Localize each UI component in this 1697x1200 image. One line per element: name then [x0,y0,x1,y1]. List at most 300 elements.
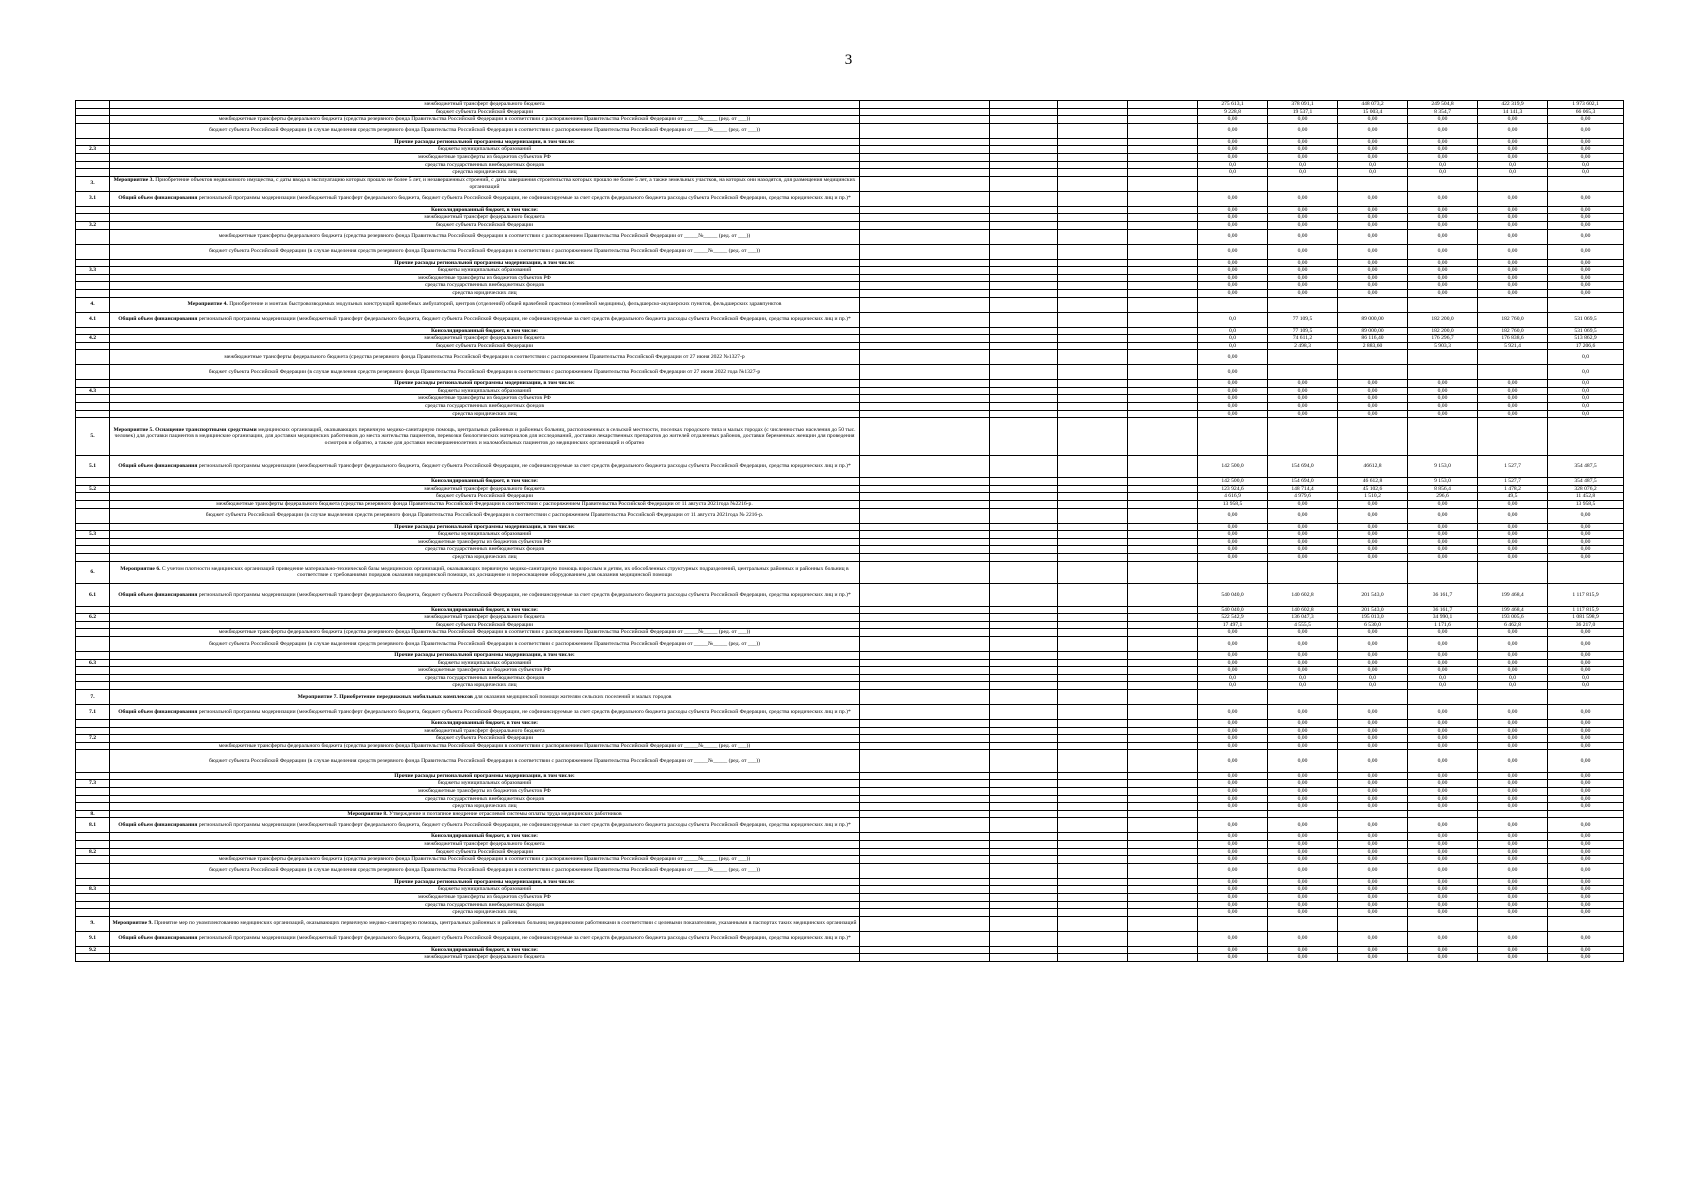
value-cell: 45 102,6 [1338,485,1408,493]
empty-cell [990,153,1058,161]
empty-cell [1058,508,1128,523]
value-cell: 0,00 [1408,803,1478,811]
row-number [76,554,110,562]
empty-cell [1128,206,1198,214]
empty-cell [1128,795,1198,803]
value-cell: 0,00 [1478,410,1548,418]
value-cell: 199 468,4 [1478,606,1548,614]
empty-cell [1058,886,1128,894]
empty-cell [990,501,1058,509]
empty-cell [1058,289,1128,297]
empty-cell [860,772,990,780]
empty-cell [990,365,1058,380]
table-row [76,614,1624,622]
value-cell: 0,00 [1198,886,1268,894]
empty-cell [1058,116,1128,124]
row-description [110,584,860,607]
empty-cell [990,101,1058,109]
value-cell [1198,689,1268,704]
row-description-text: межбюджетные трансферты из бюджетов субъектов РФ [418,538,551,545]
table-row [76,727,1624,735]
empty-cell [1058,455,1128,478]
value-cell [1548,561,1624,584]
value-cell: 1 171,6 [1408,621,1478,629]
value-cell: 1 527,7 [1478,478,1548,486]
value-cell: 182 200,0 [1408,312,1478,327]
empty-cell [1128,833,1198,841]
value-cell: 0,00 [1478,909,1548,917]
value-cell: 0,0 [1548,161,1624,169]
row-description-text: бюджеты муниципальных образований [437,267,532,274]
empty-cell [1058,335,1128,343]
value-cell: 0,00 [1408,191,1478,206]
value-cell: 0,00 [1338,214,1408,222]
table-row [76,523,1624,531]
empty-cell [1128,735,1198,743]
value-cell: 0,00 [1338,946,1408,954]
value-cell: 0,0 [1338,161,1408,169]
empty-cell [1058,719,1128,727]
value-cell [1408,365,1478,380]
table-row [76,916,1624,931]
empty-cell [1128,508,1198,523]
value-cell: 0,00 [1548,954,1624,962]
row-description [110,523,860,531]
value-cell: 0,00 [1408,818,1478,833]
value-cell: 531 069,5 [1548,312,1624,327]
table-row [76,501,1624,509]
value-cell: 0,00 [1268,893,1338,901]
empty-cell [990,931,1058,946]
row-description-text: средства государственных внебюджетных фондов [424,795,544,802]
row-description-text: бюджеты муниципальных образований [437,387,532,394]
row-description-text: межбюджетный трансферт федерального бюджета [424,485,545,492]
value-cell: 0,00 [1548,667,1624,675]
value-cell [1478,350,1548,365]
value-cell: 0,00 [1408,138,1478,146]
value-cell: 0,00 [1478,554,1548,562]
empty-cell [990,795,1058,803]
value-cell: 0,0 [1548,410,1624,418]
row-number: 7.2 [76,735,110,743]
value-cell: 0,00 [1408,387,1478,395]
empty-cell [990,169,1058,177]
row-description-text: межбюджетные трансферты из бюджетов субъектов РФ [418,788,551,794]
value-cell: 0,00 [1198,651,1268,659]
value-cell: 0,00 [1478,244,1548,259]
value-cell: 0,00 [1548,901,1624,909]
value-cell: 0,00 [1548,659,1624,667]
value-cell: 0,0 [1548,380,1624,388]
value-cell: 0,00 [1548,909,1624,917]
value-cell: 148 714,4 [1268,485,1338,493]
empty-cell [1128,350,1198,365]
empty-cell [860,138,990,146]
table-row [76,342,1624,350]
value-cell: 17 497,1 [1198,621,1268,629]
row-description-text: средства государственных внебюджетных фондов [424,161,544,168]
value-cell: 0,00 [1408,395,1478,403]
value-cell [1268,810,1338,818]
value-cell: 77 109,5 [1268,327,1338,335]
value-cell: 0,00 [1198,893,1268,901]
table-row [76,803,1624,811]
table-row [76,395,1624,403]
value-cell: 0,00 [1198,523,1268,531]
empty-cell [860,704,990,719]
table-row [76,886,1624,894]
row-description [110,531,860,539]
value-cell: 0,00 [1408,719,1478,727]
value-cell: 0,00 [1198,931,1268,946]
empty-cell [1128,335,1198,343]
value-cell: 0,0 [1268,682,1338,690]
empty-cell [1058,138,1128,146]
empty-cell [990,916,1058,931]
row-number: 8.1 [76,818,110,833]
empty-cell [1128,674,1198,682]
table-row [76,123,1624,138]
table-row [76,116,1624,124]
table-row [76,221,1624,229]
empty-cell [990,508,1058,523]
empty-cell [1128,931,1198,946]
value-cell: 136 047,3 [1268,614,1338,622]
empty-cell [1128,485,1198,493]
value-cell: 5 921,4 [1478,342,1548,350]
row-description [110,146,860,154]
table-row [76,259,1624,267]
row-description [110,667,860,675]
empty-cell [990,297,1058,312]
value-cell: 0,00 [1408,153,1478,161]
value-cell: 0,00 [1198,554,1268,562]
value-cell [1198,561,1268,584]
empty-cell [1128,629,1198,637]
row-number: 8. [76,810,110,818]
table-row [76,403,1624,411]
row-number: 7.1 [76,704,110,719]
table-row [76,546,1624,554]
empty-cell [1058,538,1128,546]
value-cell: 0,00 [1268,946,1338,954]
empty-cell [1128,191,1198,206]
row-description [110,856,860,864]
value-cell: 0,00 [1268,523,1338,531]
row-number [76,878,110,886]
value-cell: 0,00 [1338,508,1408,523]
value-cell: 0,00 [1338,123,1408,138]
row-description-bold: Прочие расходы региональной программы модернизации, в том числе: [394,138,575,145]
empty-cell [990,704,1058,719]
value-cell: 0,00 [1408,259,1478,267]
table-row [76,267,1624,275]
value-cell: 0,00 [1478,153,1548,161]
value-cell [1268,365,1338,380]
row-description [110,455,860,478]
table-row [76,244,1624,259]
value-cell: 0,00 [1268,931,1338,946]
value-cell: 0,00 [1198,365,1268,380]
empty-cell [860,803,990,811]
value-cell: 0,00 [1478,508,1548,523]
value-cell: 142 500,0 [1198,478,1268,486]
empty-cell [990,546,1058,554]
row-number [76,629,110,637]
value-cell: 0,00 [1548,795,1624,803]
row-description [110,335,860,343]
row-description [110,674,860,682]
value-cell: 0,00 [1268,259,1338,267]
value-cell: 0,00 [1548,538,1624,546]
empty-cell [1058,327,1128,335]
value-cell: 0,00 [1198,629,1268,637]
empty-cell [860,810,990,818]
financing-table [75,100,1624,962]
empty-cell [860,719,990,727]
value-cell: 0,00 [1548,848,1624,856]
row-number [76,840,110,848]
value-cell: 0,00 [1268,818,1338,833]
value-cell [1478,365,1548,380]
value-cell: 0,0 [1548,674,1624,682]
row-description-text: региональной программы модернизации (межбюджетный трансферт федерального бюджета, бюджет субъекта Российской Федерации, не софинансируемые за счет средств федерального бюджета расходы субъекта Российской Федерации, средства юридических лиц и пр.)* [198,195,851,202]
empty-cell [1128,621,1198,629]
value-cell: 46 612,8 [1338,478,1408,486]
empty-cell [1058,735,1128,743]
value-cell: 0,00 [1268,123,1338,138]
row-description-text: бюджеты муниципальных образований [437,886,532,893]
value-cell: 9 228,8 [1198,108,1268,116]
row-description [110,101,860,109]
row-number: 3.3 [76,267,110,275]
value-cell: 1 117 815,9 [1548,606,1624,614]
row-number: 5.3 [76,531,110,539]
value-cell: 0,00 [1268,501,1338,509]
table-row [76,946,1624,954]
empty-cell [990,636,1058,651]
value-cell: 0,00 [1338,901,1408,909]
value-cell: 0,00 [1268,840,1338,848]
row-description [110,788,860,796]
empty-cell [1058,674,1128,682]
value-cell: 0,00 [1338,704,1408,719]
row-description [110,621,860,629]
value-cell: 0,00 [1198,538,1268,546]
value-cell: 0,00 [1548,229,1624,244]
empty-cell [990,584,1058,607]
value-cell: 0,00 [1548,191,1624,206]
empty-cell [860,893,990,901]
row-description-text: региональной программы модернизации (межбюджетный трансферт федерального бюджета, бюджет субъекта Российской Федерации, не софинансируемые за счет средств федерального бюджета расходы субъекта Российской Федерации, средства юридических лиц и пр.)* [198,822,851,829]
table-row [76,750,1624,773]
value-cell: 0,00 [1338,735,1408,743]
empty-cell [990,840,1058,848]
value-cell: 182 200,0 [1408,327,1478,335]
value-cell: 0,00 [1548,116,1624,124]
empty-cell [860,350,990,365]
value-cell: 0,00 [1408,282,1478,290]
row-description-text: для оказания медицинской помощи жителям сельских поселений и малых городов [474,693,672,700]
value-cell: 154 694,0 [1268,455,1338,478]
empty-cell [990,561,1058,584]
row-description-text: региональной программы модернизации (межбюджетный трансферт федерального бюджета, бюджет субъекта Российской Федерации, не софинансируемые за счет средств федерального бюджета расходы субъекта Российской Федерации, средства юридических лиц и пр.)* [198,935,851,942]
table-row [76,659,1624,667]
empty-cell [1058,387,1128,395]
value-cell: 0,00 [1268,742,1338,750]
value-cell: 0,00 [1268,403,1338,411]
empty-cell [1128,169,1198,177]
row-description-text: межбюджетный трансферт федерального бюджета [424,335,545,342]
empty-cell [860,380,990,388]
value-cell: 0,0 [1478,674,1548,682]
value-cell: 0,00 [1478,138,1548,146]
value-cell: 0,00 [1198,750,1268,773]
row-description-bold: Консолидированный бюджет, в том числе: [431,946,538,953]
row-description-text: межбюджетные трансферты из бюджетов субъектов РФ [418,893,551,900]
value-cell: 0,00 [1408,727,1478,735]
empty-cell [990,863,1058,878]
value-cell: 0,00 [1198,146,1268,154]
row-number [76,893,110,901]
table-row [76,274,1624,282]
empty-cell [1058,554,1128,562]
value-cell: 0,00 [1548,636,1624,651]
value-cell: 0,00 [1408,795,1478,803]
empty-cell [990,538,1058,546]
value-cell: 0,00 [1408,629,1478,637]
row-number: 5.1 [76,455,110,478]
row-number: 4.1 [76,312,110,327]
value-cell: 19 537,1 [1268,108,1338,116]
value-cell: 0,00 [1338,863,1408,878]
empty-cell [860,788,990,796]
empty-cell [990,289,1058,297]
row-number: 7. [76,689,110,704]
row-number: 4. [76,297,110,312]
row-description [110,818,860,833]
row-description [110,206,860,214]
value-cell: 0,00 [1268,788,1338,796]
empty-cell [1128,818,1198,833]
empty-cell [1128,659,1198,667]
empty-cell [1128,840,1198,848]
empty-cell [1128,493,1198,501]
empty-cell [860,818,990,833]
value-cell: 0,0 [1548,403,1624,411]
row-description [110,651,860,659]
row-description [110,689,860,704]
value-cell [1198,297,1268,312]
empty-cell [1058,659,1128,667]
value-cell: 0,00 [1268,878,1338,886]
value-cell: 0,00 [1268,667,1338,675]
value-cell: 0,0 [1198,312,1268,327]
value-cell: 0,00 [1268,833,1338,841]
row-description-text: межбюджетные трансферты федерального бюджета (средства резервного фонда Правительства Российской Федерации в соответствии с распоряжением Правительства Российской Федерации от _____№_____ (ред. от ___)) [218,116,751,123]
empty-cell [1058,297,1128,312]
table-row [76,584,1624,607]
row-number [76,538,110,546]
value-cell: 0,00 [1268,282,1338,290]
value-cell: 0,00 [1198,667,1268,675]
empty-cell [990,742,1058,750]
value-cell: 0,00 [1408,116,1478,124]
value-cell: 0,00 [1478,833,1548,841]
value-cell: 0,00 [1198,719,1268,727]
empty-cell [860,546,990,554]
empty-cell [1128,244,1198,259]
row-number [76,259,110,267]
empty-cell [860,478,990,486]
row-description-text: бюджет субъекта Российской Федерации (в случае выделения средств резервного фонда Правительства Российской Федерации в соответствии с распоряжением Правительства Российской Федерации от 11 августа 2021года № 2216-р. [205,512,764,519]
table-row [76,214,1624,222]
row-description-bold: Мероприятие 9. [112,920,153,927]
empty-cell [990,282,1058,290]
value-cell: 9 153,0 [1408,478,1478,486]
empty-cell [1128,146,1198,154]
value-cell: 0,00 [1268,780,1338,788]
empty-cell [1058,810,1128,818]
row-description-text: Приобретение и монтаж быстровозводимых модульных конструкций врачебных амбулаторий, центров (отделений) общей врачебной практики (семейной медицины), фельдшерско-акушерских пунктов, фельдшерских здравпунктов [229,301,782,308]
value-cell: 0,00 [1408,772,1478,780]
value-cell: 0,00 [1548,523,1624,531]
value-cell: 0,00 [1478,878,1548,886]
empty-cell [860,682,990,690]
value-cell: 0,00 [1478,780,1548,788]
row-number [76,682,110,690]
row-description [110,546,860,554]
table-row [76,878,1624,886]
value-cell: 0,00 [1268,659,1338,667]
value-cell: 0,00 [1548,138,1624,146]
value-cell: 0,00 [1478,629,1548,637]
empty-cell [1128,742,1198,750]
value-cell: 0,00 [1478,704,1548,719]
value-cell: 0,00 [1408,380,1478,388]
row-description-text: межбюджетные трансферты федерального бюджета (средства резервного фонда Правительства Российской Федерации в соответствии с распоряжением Правительства Российской Федерации от _____№_____ (ред. от ___)) [218,629,751,636]
value-cell: 0,00 [1408,735,1478,743]
empty-cell [1058,146,1128,154]
value-cell: 0,00 [1548,788,1624,796]
empty-cell [860,538,990,546]
row-description-text: межбюджетный трансферт федерального бюджета [424,727,545,734]
value-cell: 9 153,0 [1408,455,1478,478]
empty-cell [1128,176,1198,191]
value-cell: 0,00 [1338,878,1408,886]
row-description [110,508,860,523]
table-row [76,893,1624,901]
empty-cell [1128,893,1198,901]
value-cell: 0,0 [1268,169,1338,177]
value-cell: 0,00 [1338,138,1408,146]
empty-cell [990,893,1058,901]
empty-cell [1058,916,1128,931]
value-cell: 0,00 [1478,818,1548,833]
value-cell: 0,00 [1198,735,1268,743]
row-description [110,863,860,878]
empty-cell [1058,614,1128,622]
value-cell: 0,00 [1548,206,1624,214]
value-cell: 0,00 [1198,954,1268,962]
empty-cell [860,689,990,704]
value-cell: 4 979,6 [1268,493,1338,501]
row-description-text: медицинских организаций, оказывающих первичную медико-санитарную помощь, центральных районных и районных больниц, расположенных в сельской местности, поселках городского типа и малых городах (с численностью населения до 50 тыс. человек) для доставки пациентов в медицинские организации, для доставки медицинских работников до места жительства пациентов, перевозки биологических материалов для исследований, доставки лекарственных препаратов до жителей отдаленных районов, доставки беременных женщин для проведения осмотров и обратно, а также для доставки несовершеннолетних и маломобильных пациентов до медицинских организаций и обратно [114,426,856,446]
value-cell: 0,00 [1338,750,1408,773]
value-cell: 0,00 [1548,840,1624,848]
value-cell: 0,0 [1548,169,1624,177]
value-cell: 0,00 [1198,138,1268,146]
